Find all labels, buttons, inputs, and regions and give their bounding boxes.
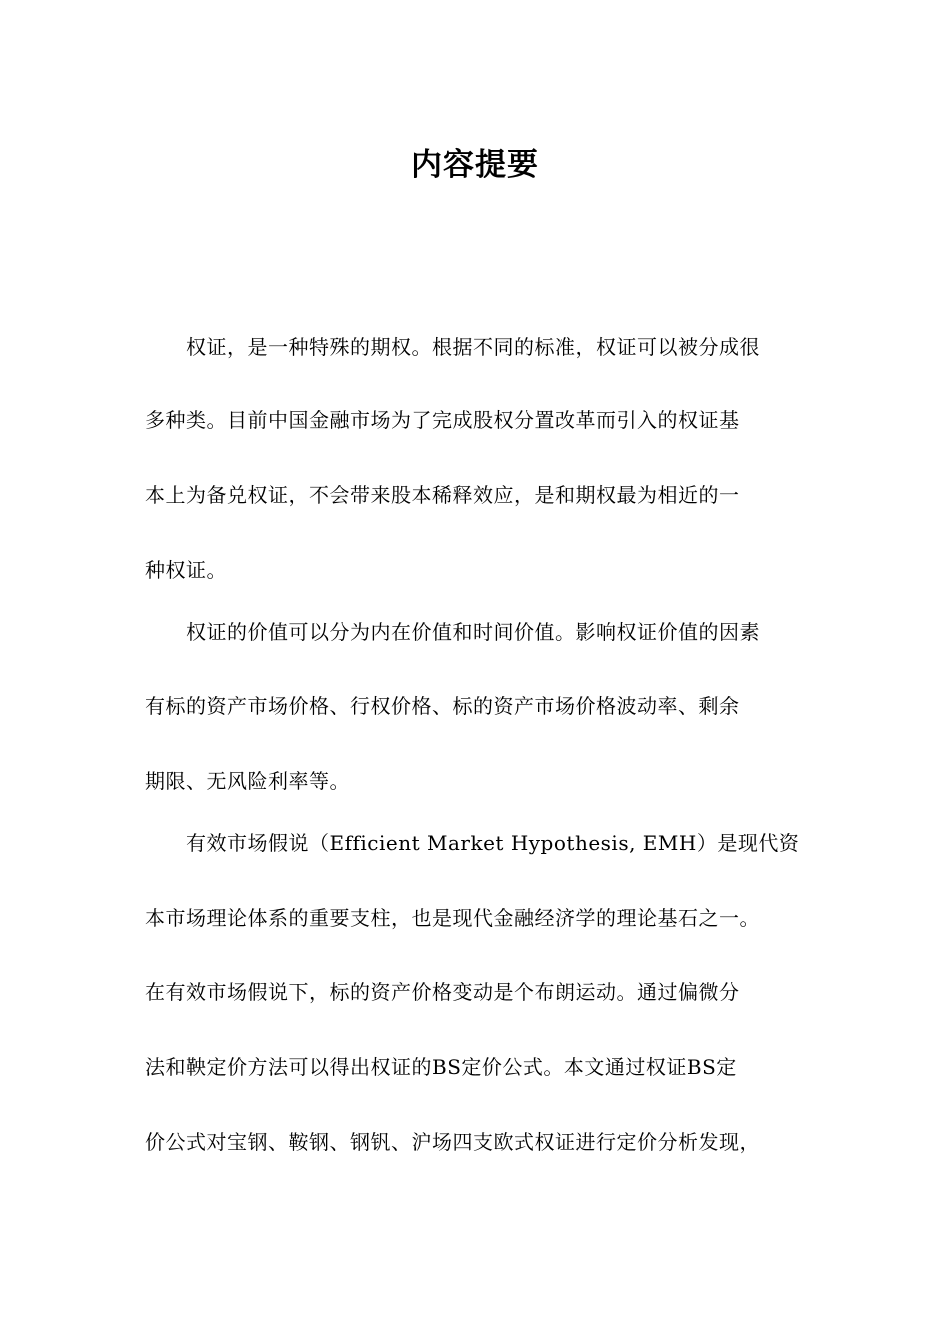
- body-line: 有效市场假说（Efficient Market Hypothesis, EMH）是现代资: [145, 831, 800, 855]
- body-line: 在有效市场假说下，标的资产价格变动是个布朗运动。通过偏微分: [145, 980, 740, 1004]
- body-line: 期限、无风险利率等。: [145, 769, 350, 793]
- body-line: 权证，是一种特殊的期权。根据不同的标准，权证可以被分成很: [145, 335, 760, 359]
- body-line: 本上为备兑权证，不会带来股本稀释效应，是和期权最为相近的一: [145, 483, 740, 507]
- body-line: 权证的价值可以分为内在价值和时间价值。影响权证价值的因素: [145, 620, 760, 644]
- body-line: 价公式对宝钢、鞍钢、钢钒、沪场四支欧式权证进行定价分析发现，: [145, 1130, 760, 1154]
- body-line: 法和鞅定价方法可以得出权证的BS定价公式。本文通过权证BS定: [145, 1055, 737, 1079]
- body-line: 本市场理论体系的重要支柱，也是现代金融经济学的理论基石之一。: [145, 906, 760, 930]
- body-line: 多种类。目前中国金融市场为了完成股权分置改革而引入的权证基: [145, 408, 740, 432]
- body-line: 有标的资产市场价格、行权价格、标的资产市场价格波动率、剩余: [145, 694, 740, 718]
- page-title: 内容提要: [411, 147, 539, 183]
- body-line: 种权证。: [145, 558, 227, 582]
